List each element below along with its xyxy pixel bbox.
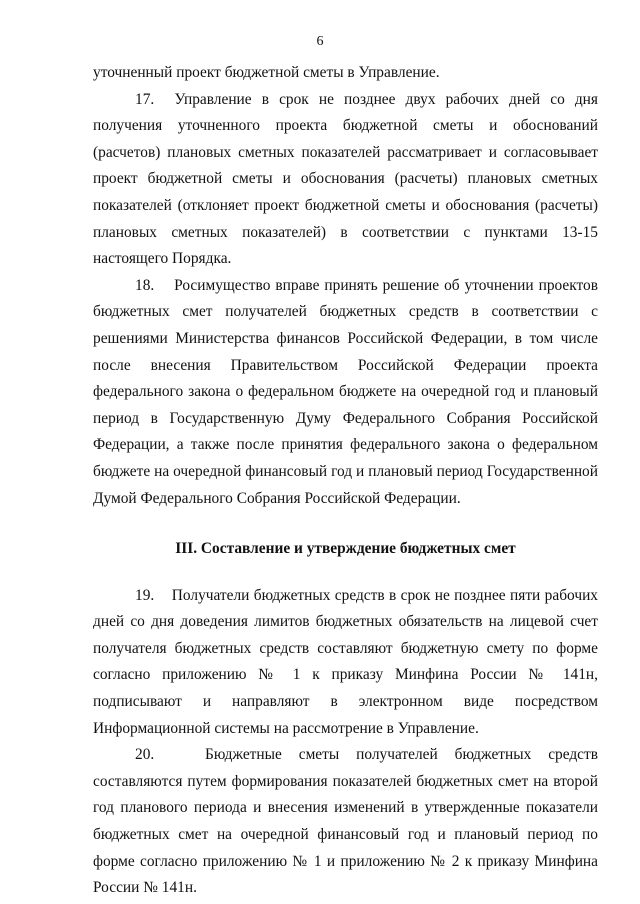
paragraph-number: 20. bbox=[135, 746, 155, 764]
paragraph-text: Росимущество вправе принять решение об уточнении проектов бюджетных смет получателей бюджетных средств в соответствии с решениями Министерства финансов Российской Федерации, в том числе после внесения Правительством Российской Федерации проекта федерального закона о федеральном бюджете на очередной год и плановый период в Государственную Думу Федерального Собрания Российской Федерации, а также после принятия федерального закона о федеральном бюджете на очередной финансовый год и плановый период Государственной Думой Федерального Собрания Российской Федерации. bbox=[93, 276, 598, 507]
spacer bbox=[93, 563, 598, 583]
paragraph-number: 19. bbox=[135, 586, 155, 604]
section-heading: III. Составление и утверждение бюджетных смет bbox=[175, 540, 516, 558]
paragraph-continuation: уточненный проект бюджетной сметы в Управление. bbox=[93, 64, 440, 81]
paragraph-text: Бюджетные сметы получателей бюджетных средств составляются путем формирования показателей бюджетных смет на второй год планового периода и внесения изменений в утвержденные показатели бюджетных смет на очередной финансовый год и плановый период по форме согласно приложению № 1 и приложению № 2 к приказу Минфина России № 141н. bbox=[93, 746, 599, 897]
paragraph-text: Получатели бюджетных средств в срок не позднее пяти рабочих дней со дня доведения лимитов бюджетных обязательств на лицевой счет получателя бюджетных средств составляют бюджетную смету по форме согласно приложению № 1 к приказу Минфина России № 141н, подписывают и направляют в электронном виде посредством Информационной системы на рассмотрение в Управление. bbox=[93, 586, 598, 737]
document-body bbox=[93, 60, 598, 902]
paragraph-17 bbox=[93, 87, 598, 273]
paragraph-18 bbox=[93, 273, 598, 512]
paragraph-text: Управление в срок не позднее двух рабочих дней со дня получения уточненного проекта бюджетной сметы и обоснований (расчетов) плановых сметных показателей рассматривает и согласовывает проект бюджетной сметы и обоснования (расчеты) плановых сметных показателей (отклоняет проект бюджетной сметы и обоснования (расчеты) плановых сметных показателей) в соответствии с пунктами 13-15 настоящего Порядка. bbox=[93, 90, 599, 268]
paragraph-number: 18. bbox=[135, 276, 155, 294]
spacer bbox=[93, 512, 598, 536]
page-number: 6 bbox=[316, 34, 324, 49]
paragraph-19 bbox=[93, 583, 598, 743]
paragraph-number: 17. bbox=[135, 90, 155, 108]
paragraph-20 bbox=[93, 742, 598, 902]
